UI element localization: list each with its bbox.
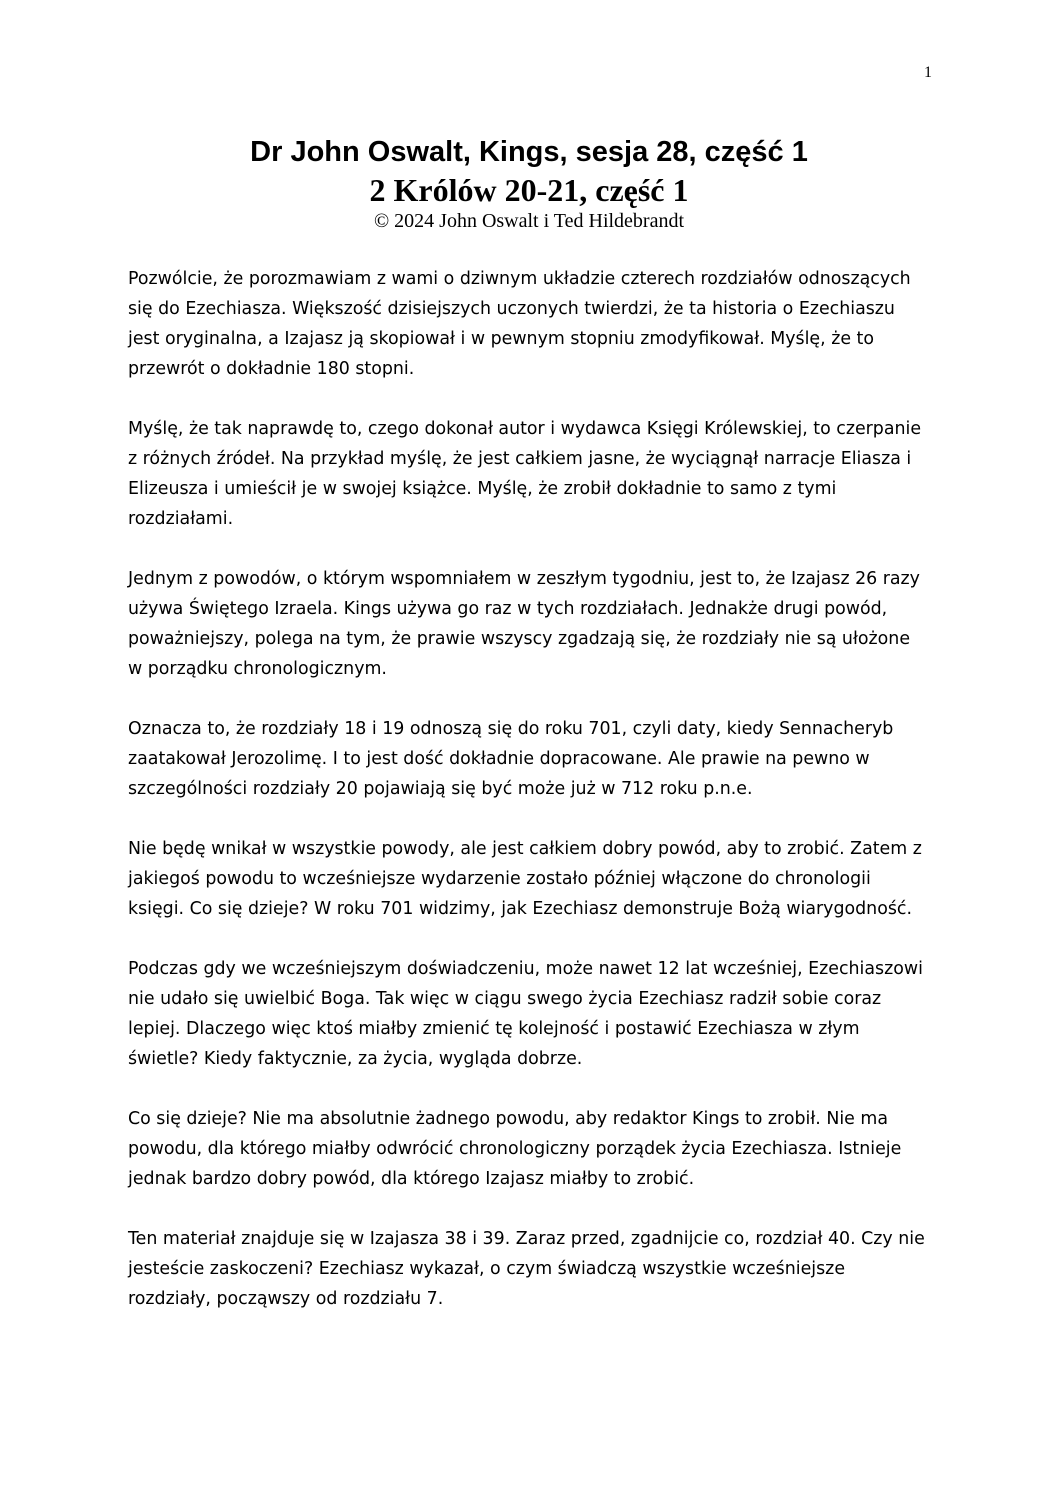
paragraph: Jednym z powodów, o którym wspomniałem w zeszłym tygodniu, jest to, że Izajasz 26 razy używa Świętego Izraela. Kings używa go raz w tych rozdziałach. Jednakże drugi powód, poważniejszy, polega na tym, że prawie wszyscy zgadzają się, że rozdziały nie są ułożone w porządku chronologicznym. (128, 569, 920, 679)
document-title: Dr John Oswalt, Kings, sesja 28, część 1 (250, 136, 808, 168)
paragraph: Pozwólcie, że porozmawiam z wami o dziwnym układzie czterech rozdziałów odnoszących się do Ezechiasza. Większość dzisiejszych uczonych twierdzi, że ta historia o Ezechiaszu jest oryginalna, a Izajasz ją skopiował i w pewnym stopniu zmodyfikował. Myślę, że to przewrót o dokładnie 180 stopni. (128, 269, 911, 379)
paragraph: Oznacza to, że rozdziały 18 i 19 odnoszą się do roku 701, czyli daty, kiedy Sennacheryb zaatakował Jerozolimę. I to jest dość dokładnie dopracowane. Ale prawie na pewno w szczególności rozdziały 20 pojawiają się być może już w 712 roku p.n.e. (128, 719, 894, 799)
document-header (0, 133, 1058, 233)
paragraph: Ten materiał znajduje się w Izajasza 38 i 39. Zaraz przed, zgadnijcie co, rozdział 40. Czy nie jesteście zaskoczeni? Ezechiasz wykazał, o czym świadczą wszystkie wcześniejsze rozdziały, począwszy od rozdziału 7. (128, 1229, 925, 1309)
document-subtitle: 2 Królów 20-21, część 1 (369, 172, 689, 208)
paragraph: Myślę, że tak naprawdę to, czego dokonał autor i wydawca Księgi Królewskiej, to czerpanie z różnych źródeł. Na przykład myślę, że jest całkiem jasne, że wyciągnął narracje Eliasza i Elizeusza i umieścił je w swojej książce. Myślę, że zrobił dokładnie to samo z tymi rozdziałami. (128, 419, 922, 529)
page-number: 1 (924, 64, 932, 81)
copyright-notice: © 2024 John Oswalt i Ted Hildebrandt (373, 210, 685, 232)
paragraph: Co się dzieje? Nie ma absolutnie żadnego powodu, aby redaktor Kings to zrobił. Nie ma powodu, dla którego miałby odwrócić chronologiczny porządek życia Ezechiasza. Istnieje jednak bardzo dobry powód, dla którego Izajasz miałby to zrobić. (128, 1109, 902, 1189)
document-body (128, 264, 928, 1344)
paragraph: Podczas gdy we wcześniejszym doświadczeniu, może nawet 12 lat wcześniej, Ezechiaszowi nie udało się uwielbić Boga. Tak więc w ciągu swego życia Ezechiasz radził sobie coraz lepiej. Dlaczego więc ktoś miałby zmienić tę kolejność i postawić Ezechiasza w złym świetle? Kiedy faktycznie, za życia, wygląda dobrze. (128, 959, 923, 1069)
paragraph: Nie będę wnikał w wszystkie powody, ale jest całkiem dobry powód, aby to zrobić. Zatem z jakiegoś powodu to wcześniejsze wydarzenie zostało później włączone do chronologii księgi. Co się dzieje? W roku 701 widzimy, jak Ezechiasz demonstruje Bożą wiarygodność. (128, 839, 922, 919)
